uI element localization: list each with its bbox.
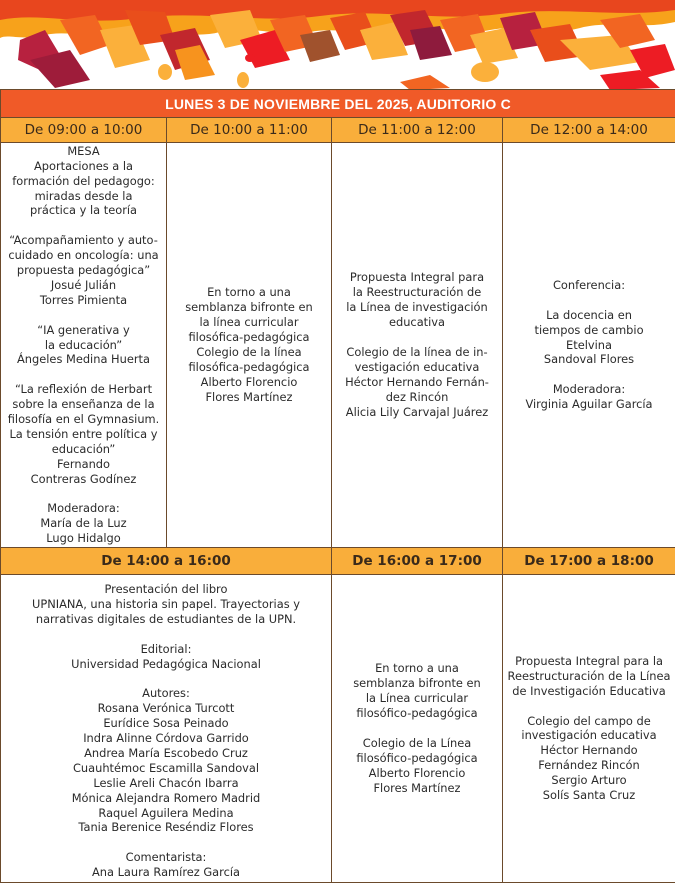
- schedule-table: [0, 89, 675, 883]
- session-text-line: “Acompañamiento y auto-: [1, 233, 166, 248]
- session-text-line: Indra Alinne Córdova Garrido: [1, 731, 331, 746]
- session-cell: [332, 575, 503, 883]
- paragraph-gap: [503, 293, 675, 308]
- session-text-line: Raquel Aguilera Medina: [1, 806, 331, 821]
- slot-header-0900-1000: De 09:00 a 10:00: [1, 118, 167, 143]
- session-cell: [503, 143, 675, 548]
- session-text-line: Comentarista:: [1, 850, 331, 865]
- session-cell: [1, 575, 332, 883]
- paragraph-gap: [332, 721, 502, 736]
- session-text-line: la línea curricular: [167, 315, 331, 330]
- session-text-line: vestigación educativa: [332, 360, 502, 375]
- session-text-line: Flores Martínez: [167, 390, 331, 405]
- session-cell: [167, 143, 332, 548]
- session-text-line: Alberto Florencio: [332, 766, 502, 781]
- autumn-leaves-banner: [0, 0, 675, 90]
- paragraph-gap: [332, 330, 502, 345]
- day-title: LUNES 3 DE NOVIEMBRE DEL 2025, AUDITORIO C: [1, 90, 675, 118]
- session-text-line: Tania Berenice Reséndiz Flores: [1, 820, 331, 835]
- session-text-line: Presentación del libro: [1, 582, 331, 597]
- session-text-line: la educación”: [1, 338, 166, 353]
- slot-header-1700-1800: De 17:00 a 18:00: [503, 548, 675, 575]
- session-text-line: Rosana Verónica Turcott: [1, 701, 331, 716]
- session-text-line: Héctor Hernando: [503, 743, 675, 758]
- session-text-line: semblanza bifronte en: [167, 300, 331, 315]
- session-text-line: Propuesta Integral para la: [503, 654, 675, 669]
- paragraph-gap: [1, 367, 166, 382]
- session-text-line: filosófica-pedagógica: [167, 360, 331, 375]
- session-text-line: de Investigación Educativa: [503, 684, 675, 699]
- session-text-line: Conferencia:: [503, 278, 675, 293]
- paragraph-gap: [1, 627, 331, 642]
- paragraph-gap: [503, 367, 675, 382]
- session-text-line: educación”: [1, 442, 166, 457]
- session-text-line: Contreras Godínez: [1, 472, 166, 487]
- session-cell: [1, 143, 167, 548]
- session-text-line: Torres Pimienta: [1, 293, 166, 308]
- session-text-line: “IA generativa y: [1, 323, 166, 338]
- session-text-line: Josué Julián: [1, 278, 166, 293]
- session-text-line: Alicia Lily Carvajal Juárez: [332, 405, 502, 420]
- paragraph-gap: [1, 308, 166, 323]
- session-text-line: narrativas digitales de estudiantes de la UPN.: [1, 612, 331, 627]
- session-text-line: Lugo Hidalgo: [1, 531, 166, 546]
- session-text-line: La docencia en: [503, 308, 675, 323]
- session-text-line: tiempos de cambio: [503, 323, 675, 338]
- session-text-line: educativa: [332, 315, 502, 330]
- session-text-line: Andrea María Escobedo Cruz: [1, 746, 331, 761]
- session-text-line: miradas desde la: [1, 189, 166, 204]
- session-text-line: la Reestructuración de: [332, 285, 502, 300]
- session-text-line: filosófico-pedagógica: [332, 706, 502, 721]
- session-text-line: Colegio de la línea: [167, 345, 331, 360]
- session-cell: [332, 143, 503, 548]
- session-text-line: María de la Luz: [1, 516, 166, 531]
- session-text-line: filosófico-pedagógica: [332, 751, 502, 766]
- session-text-line: Sergio Arturo: [503, 773, 675, 788]
- session-text-line: Reestructuración de la Línea: [503, 669, 675, 684]
- session-text-line: Héctor Hernando Fernán-: [332, 375, 502, 390]
- slot-header-1000-1100: De 10:00 a 11:00: [167, 118, 332, 143]
- session-text-line: Flores Martínez: [332, 781, 502, 796]
- session-text-line: Colegio del campo de: [503, 714, 675, 729]
- session-text-line: la Línea de investigación: [332, 300, 502, 315]
- session-text-line: Mónica Alejandra Romero Madrid: [1, 791, 331, 806]
- autumn-leaves-icon: [0, 0, 675, 90]
- session-text-line: Etelvina: [503, 338, 675, 353]
- session-text-line: “La reflexión de Herbart: [1, 382, 166, 397]
- session-text-line: Aportaciones a la: [1, 159, 166, 174]
- paragraph-gap: [503, 699, 675, 714]
- session-text-line: cuidado en oncología: una: [1, 248, 166, 263]
- session-text-line: filosófica-pedagógica: [167, 330, 331, 345]
- session-text-line: Propuesta Integral para: [332, 270, 502, 285]
- session-text-line: Ángeles Medina Huerta: [1, 352, 166, 367]
- session-text-line: Colegio de la Línea: [332, 736, 502, 751]
- session-text-line: Leslie Areli Chacón Ibarra: [1, 776, 331, 791]
- session-text-line: Editorial:: [1, 642, 331, 657]
- session-text-line: Moderadora:: [503, 382, 675, 397]
- session-text-line: filosofía en el Gymnasium.: [1, 412, 166, 427]
- session-text-line: Cuauhtémoc Escamilla Sandoval: [1, 761, 331, 776]
- session-text-line: Autores:: [1, 686, 331, 701]
- slot-header-1100-1200: De 11:00 a 12:00: [332, 118, 503, 143]
- session-text-line: práctica y la teoría: [1, 203, 166, 218]
- session-text-line: Moderadora:: [1, 501, 166, 516]
- session-text-line: Colegio de la línea de in-: [332, 345, 502, 360]
- session-text-line: semblanza bifronte en: [332, 676, 502, 691]
- session-text-line: UPNIANA, una historia sin papel. Trayectorias y: [1, 597, 331, 612]
- slot-header-1200-1400: De 12:00 a 14:00: [503, 118, 675, 143]
- session-text-line: Eurídice Sosa Peinado: [1, 716, 331, 731]
- session-text-line: Universidad Pedagógica Nacional: [1, 657, 331, 672]
- session-text-line: Alberto Florencio: [167, 375, 331, 390]
- session-text-line: Sandoval Flores: [503, 352, 675, 367]
- session-text-line: MESA: [1, 144, 166, 159]
- paragraph-gap: [1, 671, 331, 686]
- session-text-line: dez Rincón: [332, 390, 502, 405]
- session-text-line: La tensión entre política y: [1, 427, 166, 442]
- session-text-line: Virginia Aguilar García: [503, 397, 675, 412]
- session-text-line: investigación educativa: [503, 728, 675, 743]
- session-cell: [503, 575, 675, 883]
- paragraph-gap: [1, 218, 166, 233]
- slot-header-1600-1700: De 16:00 a 17:00: [332, 548, 503, 575]
- session-text-line: propuesta pedagógica”: [1, 263, 166, 278]
- slot-header-1400-1600: De 14:00 a 16:00: [1, 548, 332, 575]
- session-text-line: la Línea curricular: [332, 691, 502, 706]
- session-text-line: sobre la enseñanza de la: [1, 397, 166, 412]
- session-text-line: formación del pedagogo:: [1, 174, 166, 189]
- paragraph-gap: [1, 487, 166, 502]
- session-text-line: Ana Laura Ramírez García: [1, 865, 331, 880]
- session-text-line: En torno a una: [332, 661, 502, 676]
- paragraph-gap: [1, 835, 331, 850]
- session-text-line: Fernando: [1, 457, 166, 472]
- session-text-line: Fernández Rincón: [503, 758, 675, 773]
- session-text-line: Solís Santa Cruz: [503, 788, 675, 803]
- session-text-line: En torno a una: [167, 285, 331, 300]
